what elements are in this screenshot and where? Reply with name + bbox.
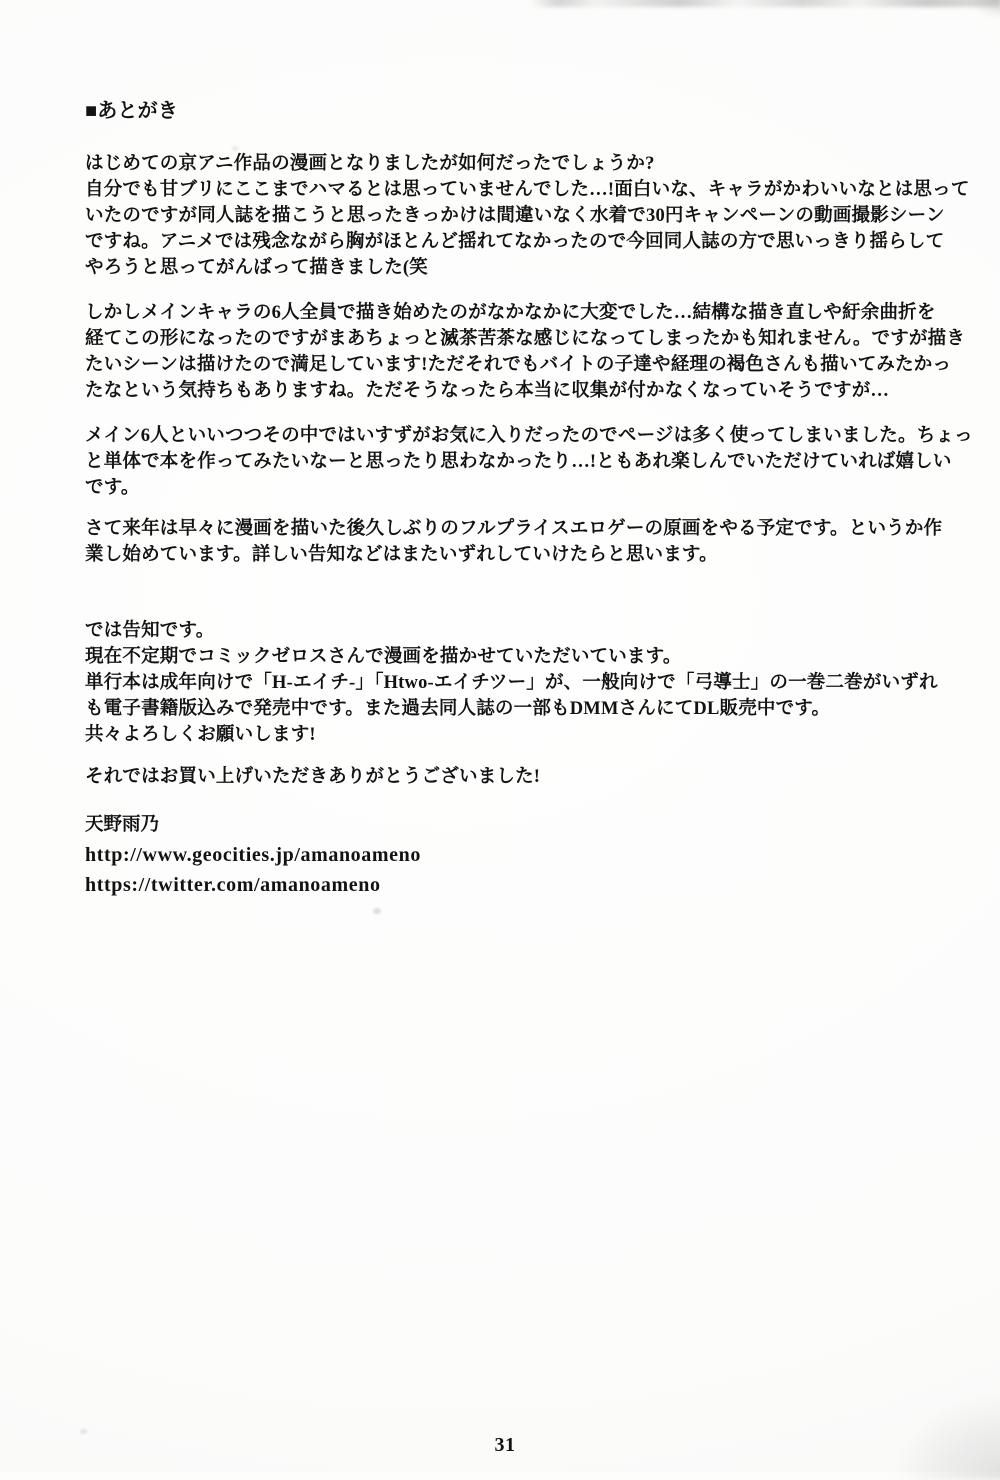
body-line: 共々よろしくお願いします! xyxy=(85,725,316,745)
body-line: 現在不定期でコミックゼロスさんで漫画を描かせていただいています。 xyxy=(85,647,682,667)
author-website-url: http://www.geocities.jp/amanoameno xyxy=(85,844,421,866)
body-line: はじめての京アニ作品の漫画となりましたが如何だったでしょうか? xyxy=(85,154,655,174)
author-twitter-url: https://twitter.com/amanoameno xyxy=(85,874,381,896)
scan-smudge-top xyxy=(530,0,1000,7)
body-line: 単行本は成年向けで「H-エイチ-」「Htwo-エイチツー」が、一般向けで「弓導士」の一巻二巻がいずれ xyxy=(85,673,938,693)
body-line: 経てこの形になったのですがまあちょっと滅茶苦茶な感じになってしまったかも知れません。ですが描き xyxy=(85,329,966,349)
afterword-heading: ■あとがき xyxy=(85,100,179,122)
body-line: メイン6人といいつつその中ではいすずがお気に入りだったのでページは多く使ってしまいました。ちょっ xyxy=(85,426,973,446)
paragraph-1 xyxy=(85,151,970,281)
body-line: です。 xyxy=(85,478,140,498)
body-line: 業し始めています。詳しい告知などはまたいずれしていけたらと思います。 xyxy=(85,545,718,565)
paragraph-4 xyxy=(85,516,960,568)
announcement-paragraph xyxy=(85,618,960,748)
scan-smudge-top-corner xyxy=(966,0,1000,20)
body-line: やろうと思ってがんばって描きました(笑 xyxy=(85,258,428,278)
body-line: では告知です。 xyxy=(85,621,215,641)
body-line: たいシーンは描けたので満足しています!ただそれでもバイトの子達や経理の褐色さんも描いてみたかっ xyxy=(85,355,952,375)
body-line: 自分でも甘ブリにここまでハマるとは思っていませんでした…!面白いな、キャラがかわいいなとは思って xyxy=(85,180,970,200)
closing-line xyxy=(85,764,960,790)
page-number: 31 xyxy=(494,1434,516,1456)
scan-speck xyxy=(373,908,381,914)
body-line: しかしメインキャラの6人全員で描き始めたのがなかなかに大変でした…結構な描き直しや紆余曲折を xyxy=(85,303,936,323)
author-name: 天野雨乃 xyxy=(85,815,160,835)
body-line: それではお買い上げいただきありがとうございました! xyxy=(85,767,541,787)
author-block xyxy=(85,810,960,900)
body-line: も電子書籍版込みで発売中です。また過去同人誌の一部もDMMさんにてDL販売中です。 xyxy=(85,699,831,719)
paragraph-3 xyxy=(85,423,973,501)
body-line: いたのですが同人誌を描こうと思ったきっかけは間違いなく水着で30円キャンペーンの動画撮影シーン xyxy=(85,206,945,226)
body-line: さて来年は早々に漫画を描いた後久しぶりのフルプライスエロゲーの原画をやる予定です。というか作 xyxy=(85,519,943,539)
body-line: ですね。アニメでは残念ながら胸がほとんど揺れてなかったので今回同人誌の方で思いっきり揺らして xyxy=(85,232,945,252)
body-line: たなという気持ちもありますね。ただそうなったら本当に収集が付かなくなっていそうですが… xyxy=(85,381,890,401)
body-line: と単体で本を作ってみたいなーと思ったり思わなかったり…!ともあれ楽しんでいただけていれば嬉しい xyxy=(85,452,952,472)
paragraph-2 xyxy=(85,300,966,404)
